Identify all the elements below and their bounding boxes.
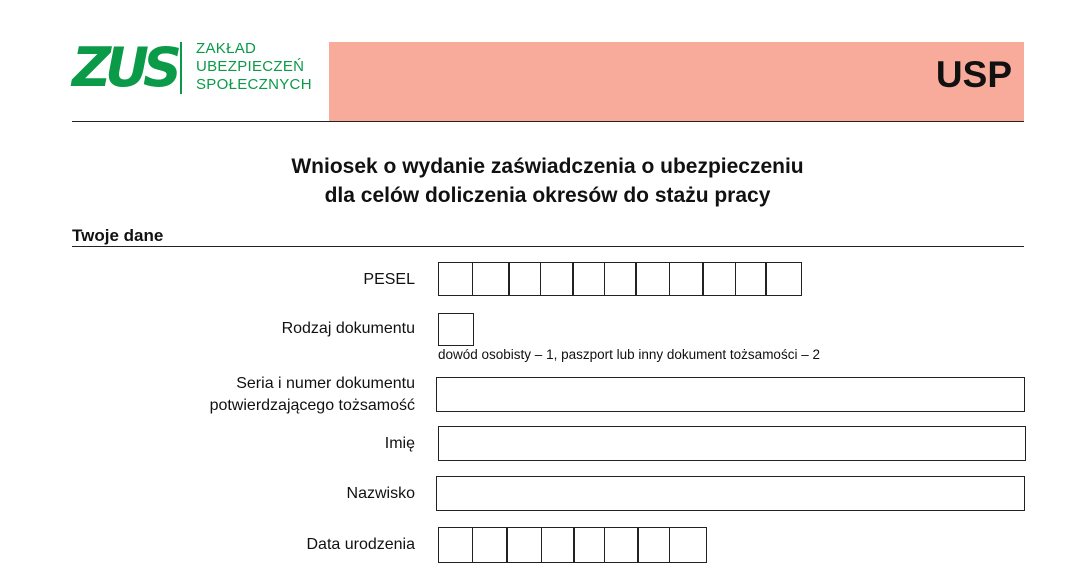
birth-date-cell[interactable] — [472, 527, 508, 563]
pesel-cell[interactable] — [572, 262, 605, 296]
birth-date-label: Data urodzenia — [306, 536, 415, 553]
birth-date-cell[interactable] — [541, 527, 575, 563]
birth-date-cell[interactable] — [506, 527, 542, 563]
section-title: Twoje dane — [72, 226, 164, 245]
pesel-cell[interactable] — [765, 262, 802, 296]
birth-date-cell[interactable] — [438, 527, 473, 563]
birth-date-cell[interactable] — [637, 527, 670, 563]
document-type-input[interactable] — [438, 313, 474, 346]
document-number-label-line-1: Seria i numer dokumentu — [236, 375, 415, 392]
pesel-cell[interactable] — [508, 262, 541, 296]
logo-divider — [180, 42, 182, 94]
header-divider — [72, 121, 1024, 122]
last-name-input[interactable] — [436, 476, 1025, 511]
logo-line-2: UBEZPIECZEŃ — [196, 58, 305, 75]
birth-date-cell[interactable] — [573, 527, 605, 563]
logo-line-3: SPOŁECZNYCH — [196, 76, 312, 93]
pesel-cell[interactable] — [540, 262, 574, 296]
pesel-cell[interactable] — [604, 262, 637, 296]
zus-logo-text — [196, 40, 312, 94]
pesel-label: PESEL — [363, 271, 415, 288]
birth-date-cell[interactable] — [604, 527, 639, 563]
birth-date-cell[interactable] — [669, 527, 707, 563]
pesel-cell[interactable] — [702, 262, 736, 296]
pesel-cell[interactable] — [438, 262, 473, 296]
document-type-label: Rodzaj dokumentu — [281, 320, 415, 337]
section-divider — [72, 246, 1024, 247]
document-number-input[interactable] — [436, 377, 1025, 412]
document-type-hint: dowód osobisty – 1, paszport lub inny dokument tożsamości – 2 — [438, 347, 820, 362]
logo-line-1: ZAKŁAD — [196, 40, 257, 57]
zus-logo-mark: ZUS — [72, 36, 176, 99]
document-number-label — [210, 373, 415, 417]
document-number-label-line-2: potwierdzającego tożsamość — [209, 397, 415, 414]
pesel-cell[interactable] — [669, 262, 704, 296]
form-code: USP — [935, 54, 1012, 95]
pesel-cell[interactable] — [635, 262, 670, 296]
form-title — [0, 152, 1080, 210]
first-name-label: Imię — [384, 435, 415, 452]
first-name-input[interactable] — [438, 426, 1026, 461]
form-title-line-2: dla celów doliczenia okresów do stażu pracy — [324, 184, 771, 207]
pesel-cell[interactable] — [735, 262, 767, 296]
pesel-cell[interactable] — [472, 262, 510, 296]
last-name-label: Nazwisko — [346, 485, 415, 502]
birth-date-input[interactable] — [438, 527, 707, 563]
form-code-banner — [329, 42, 1024, 121]
pesel-input[interactable] — [438, 262, 802, 296]
form-title-line-1: Wniosek o wydanie zaświadczenia o ubezpieczeniu — [291, 155, 804, 178]
